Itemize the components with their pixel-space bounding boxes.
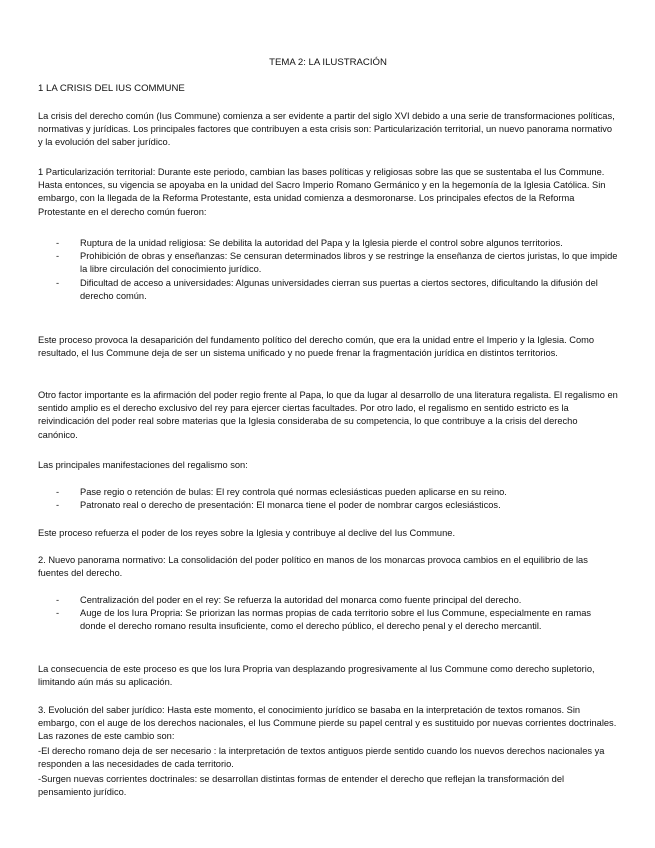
consecuencia-paragraph: La consecuencia de este proceso es que los Iura Propria van desplazando progresivamente al Ius Commune como derecho supletorio, limitando aún más su aplicación.	[38, 664, 595, 688]
list-item: - Auge de los Iura Propria: Se priorizan las normas propias de cada territorio sobre el Ius Commune, especialmente en ramas donde el derecho romano resulta insuficiente, como el derecho público, el derecho penal y el derecho mercantil.	[38, 607, 618, 633]
list-item: - Ruptura de la unidad religiosa: Se debilita la autoridad del Papa y la Iglesia pierde el control sobre algunos territorios.	[38, 237, 618, 250]
section-heading: 1 LA CRISIS DEL IUS COMMUNE	[38, 83, 185, 94]
reforma-effects-list	[38, 237, 618, 303]
document-title: TEMA 2: LA ILUSTRACIÓN	[269, 57, 387, 68]
regalismo-list	[38, 486, 618, 512]
part3-line-2: -Surgen nuevas corrientes doctrinales: se desarrollan distintas formas de entender el derecho que reflejan la transformación del pensamiento jurídico.	[38, 774, 565, 798]
part1-paragraph: 1 Particularización territorial: Durante este periodo, cambian las bases políticas y religiosas sobre las que se sustentaba el Ius Commune. Hasta entonces, su vigencia se apoyaba en la unidad del Sacro Imperio Romano Germánico y en la hegemonía de la Iglesia Católica. Sin embargo, con la llegada de la Reforma Protestante, esta unidad comienza a desmoronarse. Los principales efectos de la Reforma Protestante en el derecho común fueron:	[38, 167, 606, 217]
part3-paragraph: 3. Evolución del saber jurídico: Hasta este momento, el conocimiento jurídico se basaba en la interpretación de textos romanos. Sin embargo, con el auge de los derechos nacionales, el Ius Commune pierde su papel central y es sustituido por nuevas corrientes doctrinales. Las razones de este cambio son:	[38, 705, 617, 742]
normativo-list	[38, 594, 618, 634]
part2-paragraph: 2. Nuevo panorama normativo: La consolidación del poder político en manos de los monarcas provoca cambios en el equilibrio de las fuentes del derecho.	[38, 555, 588, 579]
intro-paragraph: La crisis del derecho común (Ius Commune) comienza a ser evidente a partir del siglo XVI debido a una serie de transformaciones políticas, normativas y jurídicas. Los principales factores que contribuyen a esta crisis son: Particularización territorial, un nuevo panorama normativo y la evolución del saber jurídico.	[38, 111, 615, 148]
regalismo-paragraph: Otro factor importante es la afirmación del poder regio frente al Papa, lo que da lugar al desarrollo de una literatura regalista. El regalismo en sentido amplio es el derecho exclusivo del rey para ejercer ciertas facultades. Por otro lado, el regalismo en sentido estricto es la reivindicación del poder real sobre materias que la Iglesia consideraba de su competencia, lo que contribuye a la crisis del derecho canónico.	[38, 390, 618, 440]
list-item: - Prohibición de obras y enseñanzas: Se censuran determinados libros y se restringe la enseñanza de ciertos juristas, lo que impide la libre circulación del conocimiento jurídico.	[38, 250, 618, 276]
desaparicion-paragraph: Este proceso provoca la desaparición del fundamento político del derecho común, que era la unidad entre el Imperio y la Iglesia. Como resultado, el Ius Commune deja de ser un sistema unificado y no puede frenar la fragmentación jurídica en distintos territorios.	[38, 335, 595, 359]
list-item: - Centralización del poder en el rey: Se refuerza la autoridad del monarca como fuente principal del derecho.	[38, 594, 618, 607]
regalismo-intro: Las principales manifestaciones del regalismo son:	[38, 460, 248, 470]
list-item: - Dificultad de acceso a universidades: Algunas universidades cierran sus puertas a ciertos sectores, dificultando la difusión del derecho común.	[38, 277, 618, 303]
refuerza-paragraph: Este proceso refuerza el poder de los reyes sobre la Iglesia y contribuye al declive del Ius Commune.	[38, 528, 456, 538]
part3-line-1: -El derecho romano deja de ser necesario : la interpretación de textos antiguos pierde sentido cuando los nuevos derechos nacionales ya responden a las necesidades de cada territorio.	[38, 746, 605, 770]
list-item: - Pase regio o retención de bulas: El rey controla qué normas eclesiásticas pueden aplicarse en su reino.	[38, 486, 618, 499]
list-item: - Patronato real o derecho de presentación: El monarca tiene el poder de nombrar cargos eclesiásticos.	[38, 499, 618, 512]
